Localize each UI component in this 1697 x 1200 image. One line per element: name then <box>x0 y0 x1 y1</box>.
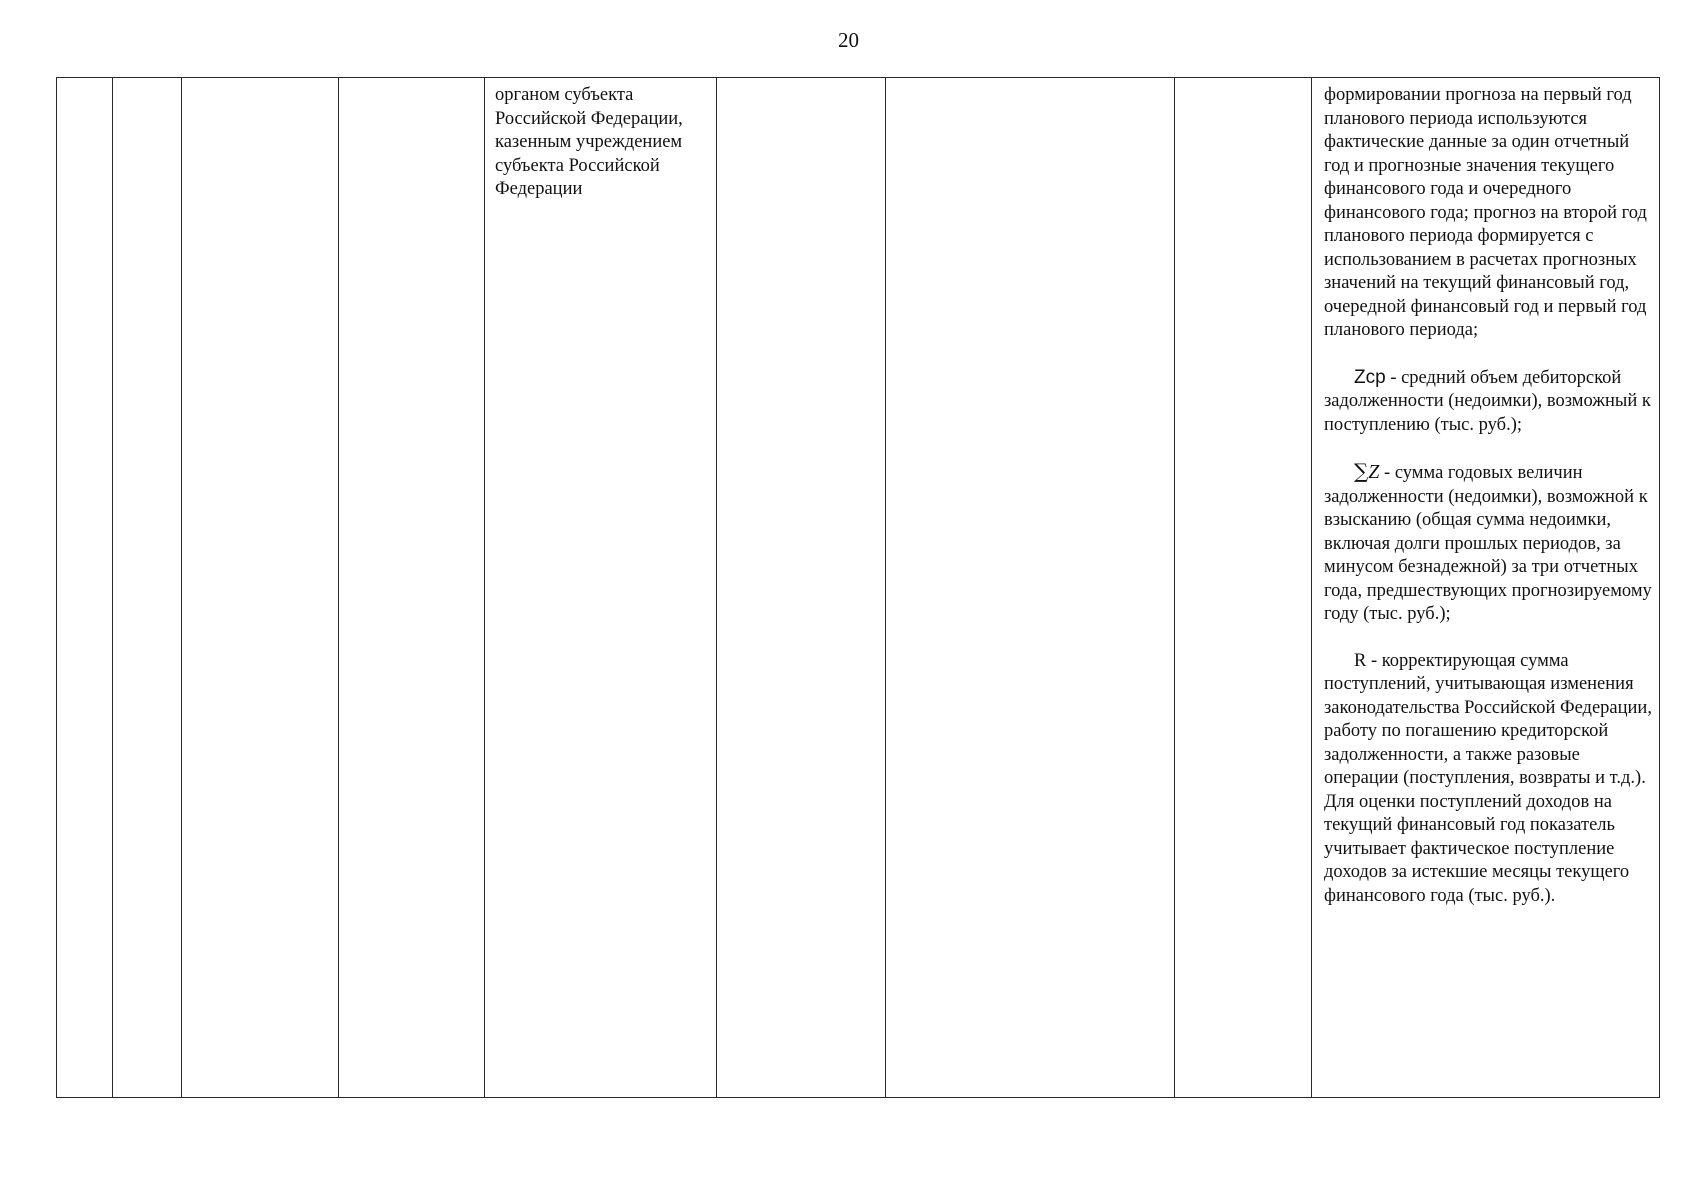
page-number: 20 <box>838 28 859 52</box>
zcp-text: - средний объем дебиторской задолженности (недоимки), возможный к поступлению (тыс. руб.); <box>1324 367 1651 435</box>
sum-z-definition <box>1324 460 1653 627</box>
table-cell-col5 <box>485 78 717 1098</box>
zcp-symbol: Zср <box>1354 366 1386 388</box>
document-table <box>56 77 1660 1098</box>
table-cell-col4 <box>339 78 485 1098</box>
sigma-symbol: ∑ <box>1354 459 1369 483</box>
method-description <box>1312 78 1659 908</box>
r-definition <box>1324 650 1653 909</box>
table-cell-col7 <box>886 78 1175 1098</box>
z-symbol: Z <box>1368 461 1380 483</box>
table-cell-col3 <box>182 78 339 1098</box>
r-text: - корректирующая сумма поступлений, учитывающая изменения законодательства Российской Федерации, работу по погашению кредиторской задолженности, а также разовые операции (поступления, возвраты и т.д.). Для оценки поступлений доходов на текущий финансовый год показатель учитывает фактическое поступление доходов за истекшие месяцы текущего финансового года (тыс. руб.). <box>1324 650 1652 906</box>
r-symbol: R <box>1354 650 1367 671</box>
table-cell-col8 <box>1175 78 1312 1098</box>
table-cell-col1 <box>57 78 113 1098</box>
forecast-paragraph: формировании прогноза на первый год планового периода используются фактические данные за один отчетный год и прогнозные значения текущего финансового года и очередного финансового года; прогноз на второй год планового периода формируется с использованием в расчетах прогнозных значений на текущий финансовый год, очередной финансовый год и первый год планового периода; <box>1324 85 1647 340</box>
table-cell-col6 <box>717 78 886 1098</box>
administrator-text: органом субъекта Российской Федерации, казенным учреждением субъекта Российской Федерации <box>495 85 683 199</box>
table-cell-method-description <box>1312 78 1660 1098</box>
sum-z-text: - сумма годовых величин задолженности (недоимки), возможной к взысканию (общая сумма недоимки, включая долги прошлых периодов, за минусом безнадежной) за три отчетных года, предшествующих прогнозируемому году (тыс. руб.); <box>1324 463 1652 624</box>
table-row <box>57 78 1660 1098</box>
table-cell-col2 <box>113 78 182 1098</box>
zcp-definition <box>1324 366 1653 438</box>
